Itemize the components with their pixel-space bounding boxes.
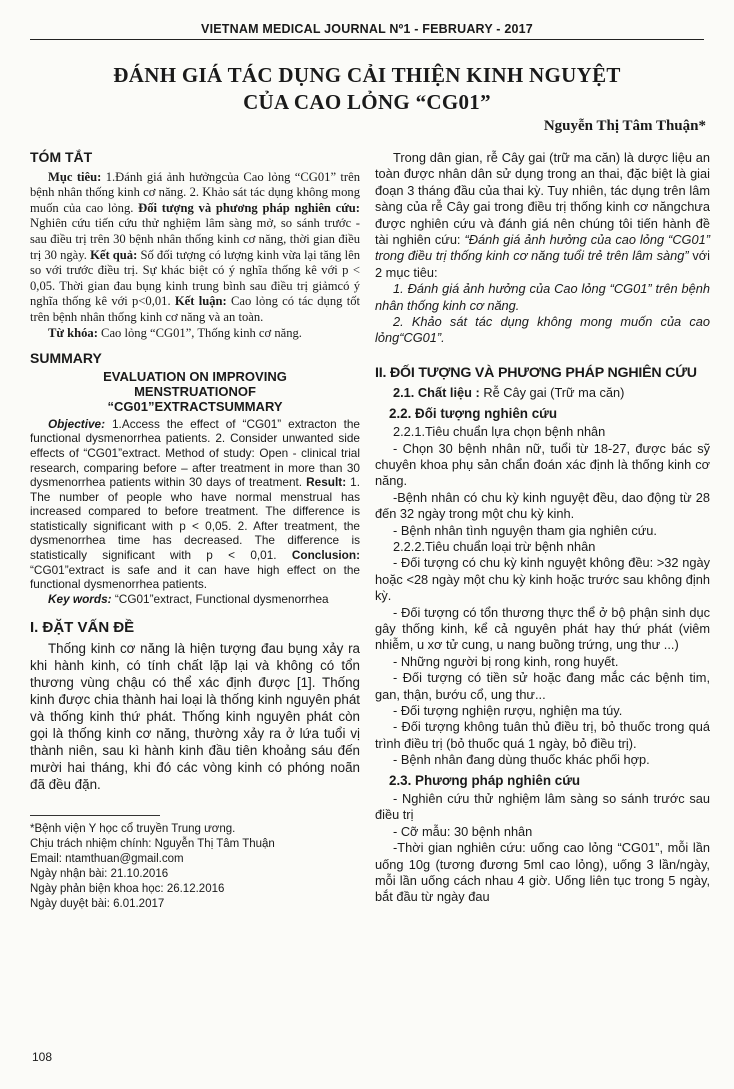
study-title-quote: “Đánh giá ảnh hưởng của cao lỏng “CG01” trong điều trị thống kinh cơ năng tuổi trẻ trên lâm sàng” bbox=[375, 232, 711, 264]
keywords-label-vi: Từ khóa: bbox=[48, 325, 98, 340]
goal-1: 1. Đánh giá ảnh hưởng của Cao lỏng “CG01” trên bệnh nhân thống kinh cơ năng. bbox=[375, 281, 710, 313]
footnote-responsible: Chịu trách nhiệm chính: Nguyễn Thị Tâm Thuận bbox=[30, 838, 275, 851]
objective-label-en: Objective: bbox=[48, 416, 106, 431]
footnote-email: Email: ntamthuan@gmail.com bbox=[30, 853, 184, 866]
conclusion-label-vi: Kết luận: bbox=[174, 294, 227, 309]
objective-label-vi: Mục tiêu: bbox=[48, 169, 102, 184]
abstract-vi bbox=[30, 170, 360, 326]
intro-text: Trong dân gian, rễ Cây gai (trữ ma căn) là dược liệu an toàn được nhân dân sử dụng trong an thai, đặc biệt là giai đoạn 3 tháng đầu của thai kỳ. Tuy nhiên, tác dụng trên lâm sàng của rễ Cây gai trong điều trị thống kinh cơ năngchưa được nghiên cứu và đánh giá nên chúng tôi tiến hành đề tài nghiên cứu: bbox=[375, 150, 710, 248]
goal-2: 2. Khảo sát tác dụng không mong muốn của cao lỏng“CG01”. bbox=[375, 314, 710, 346]
exclusion-7: - Bệnh nhân đang dùng thuốc khác phối hợp. bbox=[393, 752, 650, 768]
objective-text-vi: 1.Đánh giá ảnh hưởngcủa Cao lỏng “CG01” trên bệnh nhân thống kinh cơ năng. 2. Khảo sát tác dụng không mong muốn của cao lỏng. bbox=[30, 169, 361, 215]
abstract-heading-vi: TÓM TẮT bbox=[30, 149, 93, 165]
exclusion-4: - Đối tượng có tiền sử hoặc đang mắc các bệnh tim, gan, thận, bướu cổ, ung thư... bbox=[375, 670, 710, 702]
keywords-en bbox=[30, 592, 360, 607]
author-name: Nguyễn Thị Tâm Thuận* bbox=[543, 118, 706, 134]
exclusion-6: - Đối tượng không tuân thủ điều trị, bỏ thuốc trong quá trình điều trị (bỏ thuốc quá 1 ngày, bỏ điều trị). bbox=[375, 719, 710, 751]
footnotes bbox=[30, 822, 360, 912]
intro-tail: với 2 mục tiêu: bbox=[375, 248, 710, 280]
result-label-vi: Kết quả: bbox=[90, 247, 138, 262]
conclusion-text-vi: Cao lỏng có tác dụng tốt trên bệnh nhân thống kinh cơ năng và an toàn. bbox=[30, 294, 360, 324]
keywords-text-vi: Cao lỏng “CG01”, Thống kinh cơ năng. bbox=[97, 325, 302, 340]
article-title bbox=[0, 62, 734, 116]
exclusion-1: - Đối tượng có chu kỳ kinh nguyệt không đều: >32 ngày hoặc <28 ngày một chu kỳ kinh hoặc trước sau không định kỳ. bbox=[375, 555, 710, 604]
result-label-en: Result: bbox=[306, 475, 347, 490]
english-title-line-2: MENSTRUATIONOF bbox=[134, 383, 256, 399]
intro-continued bbox=[375, 150, 710, 281]
footnote-received: Ngày nhận bài: 21.10.2016 bbox=[30, 868, 169, 881]
method-label-vi: Đối tượng và phương pháp nghiên cứu: bbox=[138, 200, 361, 215]
footnote-affiliation: *Bệnh viện Y học cổ truyền Trung ương. bbox=[30, 823, 236, 836]
subjects-heading: 2.2. Đối tượng nghiên cứu bbox=[389, 405, 558, 421]
section-2-heading: II. ĐỐI TƯỢNG VÀ PHƯƠNG PHÁP NGHIÊN CỨU bbox=[375, 364, 697, 381]
abstract-en bbox=[30, 417, 360, 592]
method-text-vi: Nghiên cứu tiến cứu thử nghiệm lâm sàng mở, so sánh trước - sau điều trị trên 30 bệnh nhân thống kinh cơ năng, thời gian điều trị 30 ngày. bbox=[30, 216, 360, 262]
method-2: - Cỡ mẫu: 30 bệnh nhân bbox=[393, 823, 533, 839]
left-column bbox=[30, 150, 360, 912]
conclusion-label-en: Conclusion: bbox=[291, 548, 360, 563]
abstract-heading-en: SUMMARY bbox=[30, 350, 102, 367]
section-1-heading: I. ĐẶT VẤN ĐỀ bbox=[30, 619, 135, 637]
title-line-2: CỦA CAO LỎNG “CG01” bbox=[243, 90, 491, 114]
exclusion-heading: 2.2.2.Tiêu chuẩn loại trừ bệnh nhân bbox=[393, 538, 596, 554]
section-1-paragraph: Thống kinh cơ năng là hiện tượng đau bụng xảy ra khi hành kinh, có tính chất lặp lại và không có tổn thương vùng chậu có thể xác định được [1]. Thống kinh được chia thành hai loại là thống kinh nguyên phát và thống kinh thứ phát. Thống kinh nguyên phát còn gọi là thống kinh cơ năng, thường xảy ra ở lứa tuổi vị thành niên, sau kì hành kinh đầu tiên khoảng sáu đến mười hai tháng, khi đó các vòng kinh có phóng noãn đã đều đặn. bbox=[30, 641, 360, 793]
footnote-accepted: Ngày duyệt bài: 6.01.2017 bbox=[30, 898, 165, 911]
result-text-vi: Số đối tượng có lượng kinh vừa lại tăng lên so với trước điều trị. Sự khác biệt có ý nghĩa thống kê với p < 0,05. Thời gian đau bụng kinh trung bình sau điều trị giảmcó ý nghĩa thống kê với p<0,01. bbox=[30, 247, 360, 309]
footnote-reviewed: Ngày phản biện khoa học: 26.12.2016 bbox=[30, 883, 225, 896]
footnote-divider bbox=[30, 815, 160, 816]
english-title-line-3: “CG01”EXTRACTSUMMARY bbox=[107, 398, 283, 414]
material-line bbox=[375, 385, 710, 401]
keywords-text-en: “CG01”extract, Functional dysmenorrhea bbox=[111, 591, 329, 606]
right-column bbox=[375, 150, 710, 906]
keywords-label-en: Key words: bbox=[48, 591, 112, 606]
conclusion-text-en: “CG01”extract is safe and it can have high effect on the functional dysmenorrhea patients. bbox=[30, 562, 360, 592]
page-number: 108 bbox=[32, 1050, 53, 1064]
inclusion-2: -Bệnh nhân có chu kỳ kinh nguyệt đều, dao động từ 28 đến 32 ngày trong một chu kỳ kinh. bbox=[375, 489, 710, 522]
material-label: 2.1. Chất liệu : bbox=[393, 385, 480, 401]
inclusion-1: - Chọn 30 bệnh nhân nữ, tuổi từ 18-27, được bác sỹ chuyên khoa phụ sản chẩn đoán xác định là thống kinh cơ năng. bbox=[375, 440, 710, 489]
inclusion-heading: 2.2.1.Tiêu chuẩn lựa chọn bệnh nhân bbox=[393, 424, 606, 440]
english-title bbox=[30, 369, 360, 414]
inclusion-3: - Bệnh nhân tình nguyện tham gia nghiên cứu. bbox=[393, 522, 657, 538]
methods-heading: 2.3. Phương pháp nghiên cứu bbox=[389, 772, 581, 788]
method-1: - Nghiên cứu thử nghiệm lâm sàng so sánh trước sau điều trị bbox=[375, 791, 710, 823]
exclusion-3: - Những người bị rong kinh, rong huyết. bbox=[393, 653, 619, 669]
exclusion-2: - Đối tượng có tổn thương thực thể ở bộ phận sinh dục gây thống kinh, kể cả nguyên phát hay thứ phát (viêm nhiễm, u xơ tử cung, u nang buồng trứng, ung thư ...) bbox=[375, 604, 710, 653]
objective-text-en: 1.Access the effect of “CG01” extracton the functional dysmenorrhea patients. 2. Consider unwanted side effects of “CG01”extract. Method of study: Open - clinical trial research, comparing before – after treatment in more than 30 dysmenorrhea patients within 30 days of treatment. bbox=[30, 416, 360, 490]
exclusion-5: - Đối tượng nghiện rượu, nghiện ma túy. bbox=[393, 703, 623, 718]
method-3: -Thời gian nghiên cứu: uống cao lỏng “CG01”, mỗi lần uống 10g (tương đương 5ml cao lỏng), uống 3 lần/ngày, mỗi lần uống cách nhau 4 giờ. Uống liên tục trong 5 ngày, bắt đầu từ ngày đau bbox=[375, 840, 710, 905]
running-head: VIETNAM MEDICAL JOURNAL Nº1 - FEBRUARY - 2017 bbox=[30, 22, 704, 40]
title-line-1: ĐÁNH GIÁ TÁC DỤNG CẢI THIỆN KINH NGUYỆT bbox=[113, 63, 621, 87]
material-text: Rễ Cây gai (Trữ ma căn) bbox=[479, 385, 625, 401]
result-text-en: 1. The number of people who have normal menstrual has increased compared to before treatment. The difference is statistically significant with p < 0,05. 2. After treatment, the dysmenorrhea time has decreased. The difference is statistically significant with p < 0,01. bbox=[30, 475, 360, 563]
english-title-line-1: EVALUATION ON IMPROVING bbox=[103, 368, 287, 384]
keywords-vi bbox=[30, 326, 360, 342]
